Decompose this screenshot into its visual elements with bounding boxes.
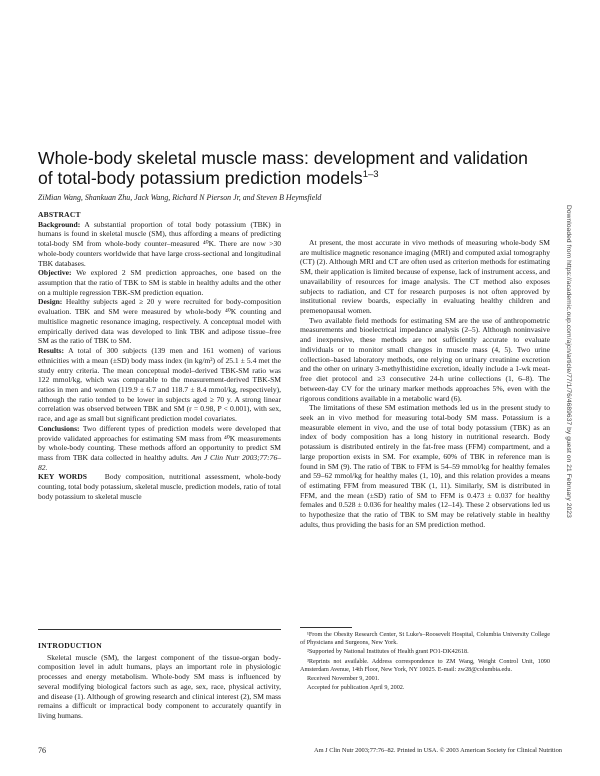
footnotes — [300, 631, 550, 693]
article-title-text: Whole-body skeletal muscle mass: development and validation of total-body potassium prediction models — [38, 148, 528, 188]
design-label: Design: — [38, 297, 63, 307]
abstract-conclusions — [38, 424, 281, 473]
abstract-heading: ABSTRACT — [38, 210, 81, 219]
body-paragraph: Two available field methods for estimating SM are the use of anthropometric measurements and bioelectrical impedance analysis (2–5). Although noninvasive and inexpensive, these methods are not sufficiently accurate to evaluate individuals or to monitor small changes in muscle mass (4, 5). Two urine collection–based laboratory methods, one relying on urinary creatinine excretion and the other on urinary 3-methylhistidine excretion, ideally include a 1-wk meat-free diet protocol and ≥3 consecutive 24-h urine collections (1, 6–8). The between-day CV for the urinary marker methods approaches 5%, even with the rigorous conditions available in a metabolic ward (6). — [300, 315, 550, 403]
design-text: Healthy subjects aged ≥ 20 y were recruited for body-composition evaluation. TBK and SM were measured by whole-body ⁴⁰K counting and multislice magnetic resonance imaging, respectively. A conceptual model with empirically derived data was developed to link TBK and adipose tissue–free SM as the ratio of TBK to SM. — [38, 297, 282, 346]
journal-citation: Am J Clin Nutr 2003;77:76–82. — [38, 452, 282, 472]
conclusions-text: Two different types of prediction models were developed that provide validated approaches for estimating SM mass from ⁴⁰K measurements by whole-body counting. These methods afford an opportunity to predict SM mass from TBK data collected in healthy adults. — [38, 423, 281, 462]
abstract-design — [38, 297, 281, 346]
results-label: Results: — [38, 346, 64, 356]
background-label: Background: — [38, 219, 81, 229]
section-divider — [38, 629, 281, 630]
abstract-objective — [38, 268, 281, 297]
objective-label: Objective: — [38, 268, 72, 278]
keywords-label: KEY WORDS — [38, 472, 87, 482]
introduction-paragraph: Skeletal muscle (SM), the largest component of the tissue-organ body-composition level in adult humans, plays an important role in physiologic processes and energy metabolism. Whole-body SM mass is influenced by several modifying biological factors such as age, sex, race, physical activity, and disease (1). Although of growing research and clinical interest (2), SM mass remains a difficult or impractical body component to accurately quantify in living humans. — [38, 652, 281, 721]
footnote-correspondence: ³Reprints not available. Address correspondence to ZM Wang, Weight Control Unit, 1090 Amsterdam Avenue, 14th Floor, New York, NY 10025. E-mail: zw28@columbia.edu. — [300, 657, 550, 673]
title-footnote-marker: 1–3 — [362, 169, 379, 180]
abstract-background — [38, 220, 281, 269]
objective-text: We explored 2 SM prediction approaches, one based on the assumption that the ratio of TBK to SM is stable in healthy adults and the other on a multiple regression TBK-SM prediction equation. — [38, 268, 281, 297]
download-watermark: Downloaded from https://academic.oup.com/ajcn/article/77/1/76/4689637 by guest on 21 February 2023 — [565, 205, 572, 518]
footnote-funding: ²Supported by National Institutes of Health grant PO1-DK42618. — [307, 648, 469, 656]
abstract-column — [38, 210, 281, 502]
footnote-received: Received November 9, 2001. — [307, 675, 380, 683]
abstract-results — [38, 346, 281, 424]
introduction-section — [38, 641, 281, 721]
results-text: A total of 300 subjects (139 men and 161 women) of various ethnicities with a mean (±SD) body mass index (in kg/m²) of 25.1 ± 5.4 met the study entry criteria. The mean conceptual model–derived TBK-SM ratio was 122 mmol/kg, which was comparable to the measurement-derived TBK-SM ratios in men and women (119.9 ± 6.7 and 118.7 ± 8.4 mmol/kg, respectively), although the ratio tended to be lower in subjects aged ≥ 70 y. A strong linear correlation was observed between TBK and SM (r = 0.98, P < 0.001), with sex, race, and age as small but significant prediction model covariates. — [38, 346, 281, 424]
footer-citation: Am J Clin Nutr 2003;77:76–82. Printed in USA. © 2003 American Society for Clinical Nutrition — [313, 747, 562, 754]
page-number: 76 — [38, 746, 46, 755]
footnote-divider — [300, 627, 352, 628]
conclusions-label: Conclusions: — [38, 423, 80, 433]
footnote-affiliation: ¹From the Obesity Research Center, St Luke's–Roosevelt Hospital, Columbia University College of Physicians and Surgeons, New York. — [300, 631, 550, 647]
body-text-column — [300, 238, 550, 530]
body-paragraph: The limitations of these SM estimation methods led us in the present study to seek an in vivo method for measuring total-body SM mass. Potassium is a measurable element in vivo, and the use of total body potassium (TBK) as an index of body composition has a long history in nutritional research. Body potassium is distributed entirely in the fat-free mass (FFM) compartment, and a large proportion exists in SM. For example, 60% of TBK in reference man is found in SM (9). The ratio of TBK to FFM is 54–59 mmol/kg for healthy females and 59–62 mmol/kg for healthy males (1, 10), and this relation provides a means of estimating FFM from measured TBK (1, 11). Similarly, SM is distributed in FFM, and the mean (±SD) ratio of SM to FFM is 0.473 ± 0.037 for healthy females and 0.528 ± 0.036 for healthy males (12–14). These 2 observations led us to hypothesize that the ratio of TBK to SM may be relatively stable in healthy adults, thus providing the basis for an SM prediction method. — [300, 403, 550, 529]
keywords — [38, 472, 281, 501]
article-title — [38, 148, 538, 188]
body-paragraph: At present, the most accurate in vivo methods of measuring whole-body SM are multislice magnetic resonance imaging (MRI) and computed axial tomography (CT) (2). Although MRI and CT are often used as criterion methods for estimating SM, their application is limited because of expense, lack of instrument access, and unavailability of resources for image analysis. The CT method also exposes subjects to radiation, and CT for research purposes is not often approved by institutional review boards, especially in evaluating healthy children and premenopausal women. — [300, 238, 550, 316]
introduction-heading: INTRODUCTION — [38, 641, 102, 650]
author-list: ZiMian Wang, Shankuan Zhu, Jack Wang, Richard N Pierson Jr, and Steven B Heymsfield — [38, 193, 322, 202]
background-text: A substantial proportion of total body potassium (TBK) in humans is found in skeletal muscle (SM), thus affording a means of predicting total-body SM from whole-body counter–measured ⁴⁰K. There are now >30 whole-body counters worldwide that have large cross-sectional and longitudinal TBK databases. — [38, 219, 281, 268]
footnote-accepted: Accepted for publication April 9, 2002. — [307, 684, 405, 692]
keywords-text: Body composition, nutritional assessment, whole-body counting, total body potassium, skeletal muscle, prediction models, ratio of total body potassium to skeletal muscle — [38, 472, 281, 501]
